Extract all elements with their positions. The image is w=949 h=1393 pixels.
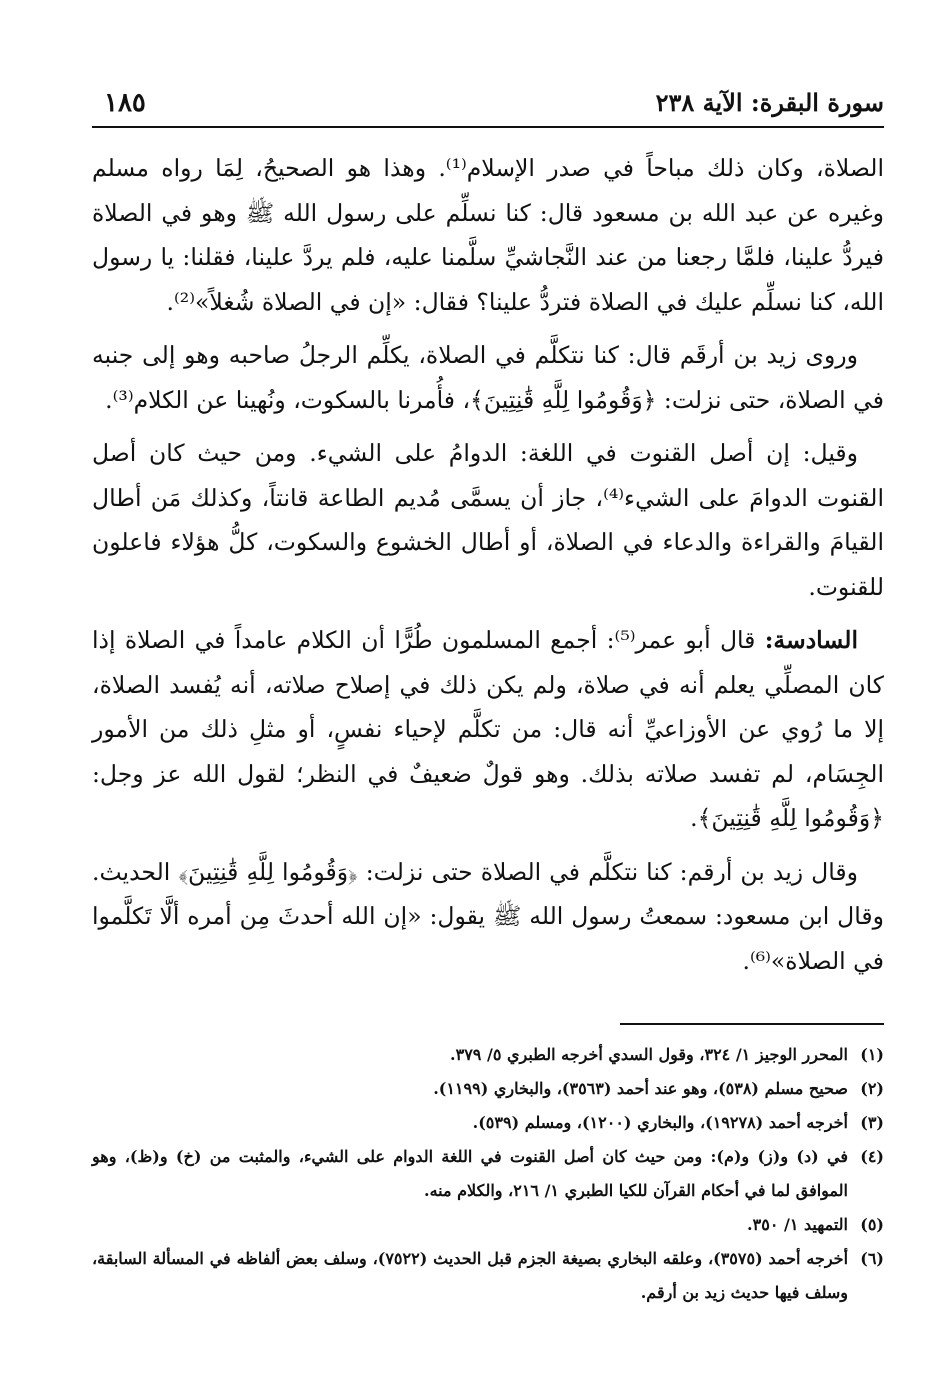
footnote-number: (٤) (860, 1147, 884, 1166)
footnote-number: (٢) (860, 1079, 884, 1098)
footnote (92, 1106, 884, 1140)
footnote-text: صحيح مسلم (٥٣٨)، وهو عند أحمد (٣٥٦٣)، والبخاري (١١٩٩). (433, 1079, 848, 1098)
section-lead: السادسة: (764, 626, 858, 654)
footnote-number: (١) (860, 1045, 884, 1064)
footnote-text: أخرجه أحمد (٣٥٧٥)، وعلقه البخاري بصيغة الجزم قبل الحديث (٧٥٢٢)، وسلف بعض ألفاظه في المسألة السابقة، وسلف فيها حديث زيد بن أرقم. (92, 1249, 849, 1302)
paragraph-4-text: قال أبو عمر⁽⁵⁾: أجمع المسلمون طُرًّا أن الكلام عامداً في الصلاة إذا كان المصلِّي يعلم أنه في صلاة، ولم يكن ذلك في إصلاح صلاته، أنه يُفسد الصلاة، إلا ما رُوي عن الأوزاعيِّ أنه قال: من تكلَّم لإحياء نفسٍ، أو مثلِ ذلك من الأمور الجِسَام، لم تفسد صلاته بذلك. وهو قولٌ ضعيفٌ في النظر؛ لقول الله عز وجل: ﴿وَقُومُوا لِلَّهِ قَٰنِتِينَ﴾. (92, 626, 884, 832)
footnote-text: التمهيد ١/ ٣٥٠. (747, 1215, 848, 1234)
paragraph-5: وقال زيد بن أرقم: كنا نتكلَّم في الصلاة حتى نزلت: ﴿وَقُومُوا لِلَّهِ قَٰنِتِينَ﴾ الحديث. وقال ابن مسعود: سمعتُ رسول الله ﷺ يقول: «إن الله أحدثَ مِن أمره ألَّا تَكلَّموا في الصلاة»⁽⁶⁾. (92, 857, 884, 975)
main-text (92, 146, 884, 992)
footnote (92, 1038, 884, 1072)
running-head: سورة البقرة: الآية ٢٣٨ (655, 88, 884, 117)
footnote (92, 1208, 884, 1242)
footnote-separator (620, 1023, 884, 1025)
footnote-text: المحرر الوجيز ١/ ٣٢٤، وقول السدي أخرجه الطبري ٥/ ٣٧٩. (450, 1045, 848, 1064)
footnotes (92, 1038, 884, 1310)
footnote-number: (٣) (860, 1113, 884, 1132)
paragraph-3: وقيل: إن أصل القنوت في اللغة: الدوامُ على الشيء. ومن حيث كان أصل القنوت الدوامَ على الشيء⁽⁴⁾، جاز أن يسمَّى مُديم الطاعة قانتاً، وكذلك مَن أطال القيامَ والقراءة والدعاء في الصلاة، أو أطال الخشوع والسكوت، كلُّ هؤلاء فاعلون للقنوت. (92, 439, 884, 601)
paragraph-2: وروى زيد بن أرقَم قال: كنا نتكلَّم في الصلاة، يكلِّم الرجلُ صاحبه وهو إلى جنبه في الصلاة، حتى نزلت: ﴿وَقُومُوا لِلَّهِ قَٰنِتِينَ﴾، فأُمرنا بالسكوت، ونُهينا عن الكلام⁽³⁾. (92, 341, 884, 414)
footnote-text: أخرجه أحمد (١٩٢٧٨)، والبخاري (١٢٠٠)، ومسلم (٥٣٩). (472, 1113, 848, 1132)
footnote-text: في (د) و(ز) و(م): ومن حيث كان أصل القنوت في اللغة الدوام على الشيء، والمثبت من (خ) و(ظ)، وهو الموافق لما في أحكام القرآن للكيا الطبري ١/ ٢١٦، والكلام منه. (92, 1147, 848, 1200)
footnote-number: (٥) (860, 1215, 884, 1234)
page-header (92, 80, 884, 128)
page-number: ١٨٥ (104, 88, 146, 118)
footnote-number: (٦) (860, 1249, 884, 1268)
paragraph-4 (92, 618, 884, 841)
footnote (92, 1242, 884, 1310)
footnote (92, 1072, 884, 1106)
paragraph-1: الصلاة، وكان ذلك مباحاً في صدر الإسلام⁽¹⁾. وهذا هو الصحيحُ، لِمَا رواه مسلم وغيره عن عبد الله بن مسعود قال: كنا نسلِّم على رسول الله ﷺ وهو في الصلاة فيردُّ علينا، فلمَّا رجعنا من عند النَّجاشيِّ سلَّمنا عليه، فلم يردَّ علينا، فقلنا: يا رسول الله، كنا نسلِّم عليك في الصلاة فتردُّ علينا؟ فقال: «إن في الصلاة شُغلاً»⁽²⁾. (92, 154, 884, 316)
footnote (92, 1140, 884, 1208)
